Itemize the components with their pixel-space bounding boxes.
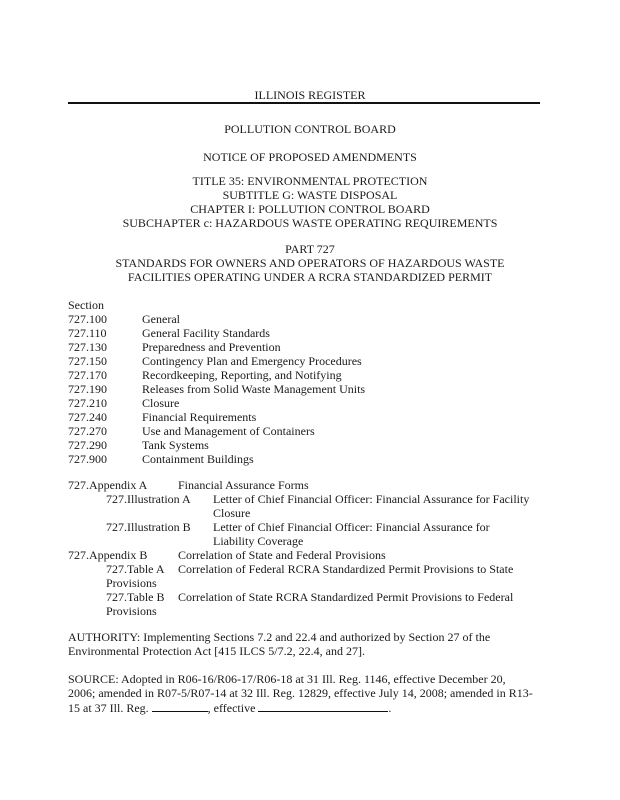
table-title-cont: Provisions	[106, 604, 157, 618]
illustration-title-cont: Liability Coverage	[213, 534, 304, 548]
section-number: 727.270	[68, 424, 107, 438]
section-title: Releases from Solid Waste Management Units	[142, 382, 366, 396]
section-number: 727.240	[68, 410, 107, 424]
chapter-line: CHAPTER I: POLLUTION CONTROL BOARD	[190, 202, 430, 216]
section-title: Contingency Plan and Emergency Procedures	[142, 354, 362, 368]
section-title: General Facility Standards	[142, 326, 270, 340]
source-line3-start: 15 at 37 Ill. Reg.	[68, 701, 149, 715]
authority-line: Environmental Protection Act [415 ILCS 5/7.2, 22.4, and 27].	[68, 644, 365, 658]
section-number: 727.110	[68, 326, 107, 340]
section-number: 727.130	[68, 340, 107, 354]
section-title: Use and Management of Containers	[142, 424, 315, 438]
section-label: Section	[68, 298, 104, 312]
table-title: Correlation of Federal RCRA Standardized Permit Provisions to State	[178, 562, 514, 576]
section-title: Closure	[142, 396, 180, 410]
illustration-title: Letter of Chief Financial Officer: Financial Assurance for Facility	[213, 492, 530, 506]
section-number: 727.100	[68, 312, 107, 326]
appendix-b-label: 727.Appendix B	[68, 548, 148, 562]
section-number: 727.170	[68, 368, 107, 382]
section-number: 727.290	[68, 438, 107, 452]
illustration-label: 727.Illustration B	[106, 520, 191, 534]
section-title: Tank Systems	[142, 438, 209, 452]
register-heading: ILLINOIS REGISTER	[254, 88, 366, 102]
section-title: Recordkeeping, Reporting, and Notifying	[142, 368, 342, 382]
table-label: 727.Table B	[106, 590, 165, 604]
appendix-a-title: Financial Assurance Forms	[178, 478, 309, 492]
source-line: 2006; amended in R07-5/R07-14 at 32 Ill. Reg. 12829, effective July 14, 2008; amended in R13-	[68, 686, 533, 700]
title-line: TITLE 35: ENVIRONMENTAL PROTECTION	[192, 174, 428, 188]
source-line3-end: .	[388, 701, 392, 715]
illustration-label: 727.Illustration A	[106, 492, 191, 506]
subchapter-line: SUBCHAPTER c: HAZARDOUS WASTE OPERATING REQUIREMENTS	[122, 216, 498, 230]
part-heading-line1: STANDARDS FOR OWNERS AND OPERATORS OF HAZARDOUS WASTE	[115, 256, 505, 270]
header-rule	[68, 102, 540, 104]
source-line	[68, 700, 391, 715]
subtitle-line: SUBTITLE G: WASTE DISPOSAL	[222, 188, 398, 202]
illustration-title-cont: Closure	[213, 506, 251, 520]
source-line3-mid: , effective	[207, 701, 256, 715]
section-title: Financial Requirements	[142, 410, 257, 424]
section-title: Preparedness and Prevention	[142, 340, 281, 354]
section-number: 727.190	[68, 382, 107, 396]
section-number: 727.900	[68, 452, 107, 466]
table-title: Correlation of State RCRA Standardized Permit Provisions to Federal	[178, 590, 514, 604]
authority-line: AUTHORITY: Implementing Sections 7.2 and 22.4 and authorized by Section 27 of the	[68, 630, 491, 644]
blank-effective-date	[258, 700, 388, 712]
section-title: General	[142, 312, 180, 326]
part-number: PART 727	[285, 242, 335, 256]
appendix-a-label: 727.Appendix A	[68, 478, 148, 492]
section-number: 727.150	[68, 354, 107, 368]
table-label: 727.Table A	[106, 562, 165, 576]
section-number: 727.210	[68, 396, 107, 410]
part-heading-line2: FACILITIES OPERATING UNDER A RCRA STANDARDIZED PERMIT	[127, 270, 493, 284]
blank-register-page	[152, 700, 208, 712]
board-heading: POLLUTION CONTROL BOARD	[224, 122, 396, 136]
source-line: SOURCE: Adopted in R06-16/R06-17/R06-18 at 31 Ill. Reg. 1146, effective December 20,	[68, 672, 506, 686]
appendix-b-title: Correlation of State and Federal Provisions	[178, 548, 386, 562]
table-title-cont: Provisions	[106, 576, 157, 590]
section-title: Containment Buildings	[142, 452, 254, 466]
notice-heading: NOTICE OF PROPOSED AMENDMENTS	[203, 150, 417, 164]
illustration-title: Letter of Chief Financial Officer: Financial Assurance for	[213, 520, 490, 534]
